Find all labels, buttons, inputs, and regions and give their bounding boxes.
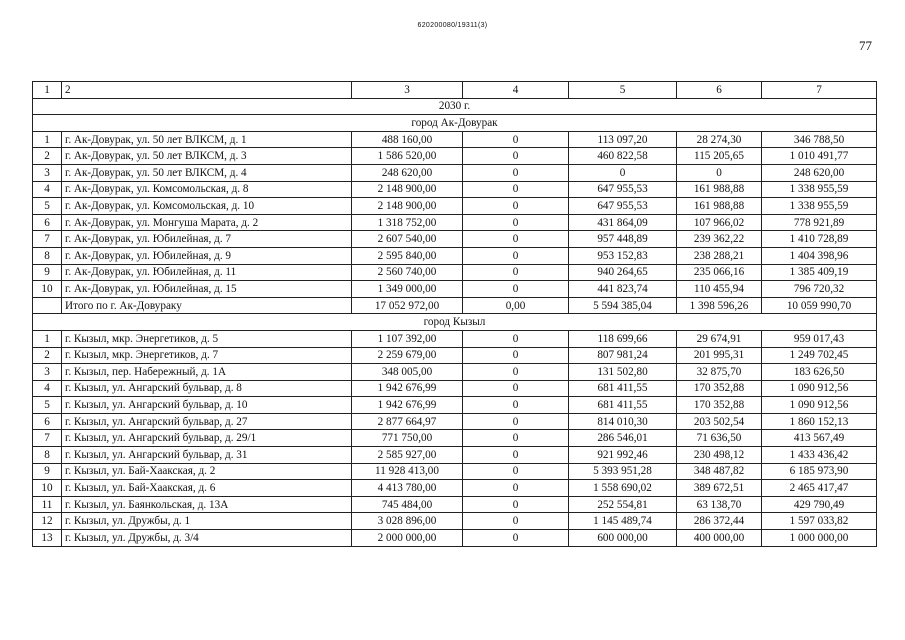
cell-col-6: 201 995,31 xyxy=(677,347,762,364)
cell-col-1: 1 xyxy=(33,330,62,347)
section-title-row xyxy=(33,115,877,132)
cell-col-4: 0 xyxy=(463,364,569,381)
cell-col-4: 0 xyxy=(463,181,569,198)
year-row xyxy=(33,98,877,115)
cell-col-7: 248 620,00 xyxy=(762,164,877,181)
cell-col-2: г. Ак-Довурак, ул. 50 лет ВЛКСМ, д. 3 xyxy=(62,148,352,165)
table-row xyxy=(33,247,877,264)
cell-col-5: 1 145 489,74 xyxy=(569,513,677,530)
cell-col-3: 348 005,00 xyxy=(352,364,463,381)
table-row xyxy=(33,131,877,148)
table-row xyxy=(33,264,877,281)
cell-col-7: 1 385 409,19 xyxy=(762,264,877,281)
cell-col-4: 0 xyxy=(463,231,569,248)
cell-col-6: 239 362,22 xyxy=(677,231,762,248)
cell-col-4: 0 xyxy=(463,131,569,148)
cell-col-2: г. Кызыл, ул. Баянкольская, д. 13А xyxy=(62,496,352,513)
cell-col-6: 28 274,30 xyxy=(677,131,762,148)
cell-col-1: 3 xyxy=(33,364,62,381)
document-code: 620200080/19311(3) xyxy=(417,22,488,29)
cell-col-2: Итого по г. Ак-Довураку xyxy=(62,297,352,314)
cell-col-5: 681 411,55 xyxy=(569,397,677,414)
cell-col-3: 1 942 676,99 xyxy=(352,397,463,414)
cell-col-6: 110 455,94 xyxy=(677,281,762,298)
cell-col-6: 389 672,51 xyxy=(677,480,762,497)
cell-col-4: 0 xyxy=(463,463,569,480)
cell-col-6: 32 875,70 xyxy=(677,364,762,381)
cell-col-5: 921 992,46 xyxy=(569,447,677,464)
cell-col-6: 348 487,82 xyxy=(677,463,762,480)
cell-col-7: 6 185 973,90 xyxy=(762,463,877,480)
table-row xyxy=(33,364,877,381)
cell-col-3: 2 595 840,00 xyxy=(352,247,463,264)
cell-col-2: г. Ак-Довурак, ул. Комсомольская, д. 10 xyxy=(62,198,352,215)
cell-col-5: 957 448,89 xyxy=(569,231,677,248)
cell-col-5: 131 502,80 xyxy=(569,364,677,381)
cell-col-7: 1 338 955,59 xyxy=(762,198,877,215)
cell-col-3: 3 xyxy=(352,82,463,99)
cell-col-7: 346 788,50 xyxy=(762,131,877,148)
cell-col-2: г. Ак-Довурак, ул. Юбилейная, д. 7 xyxy=(62,231,352,248)
cell-col-2: г. Ак-Довурак, ул. 50 лет ВЛКСМ, д. 4 xyxy=(62,164,352,181)
cell-col-1: 5 xyxy=(33,198,62,215)
cell-col-4: 0 xyxy=(463,447,569,464)
cell-col-5: 807 981,24 xyxy=(569,347,677,364)
cell-col-1: 7 xyxy=(33,231,62,248)
section-title-row-label: город Кызыл xyxy=(33,314,877,331)
table-row xyxy=(33,496,877,513)
cell-col-4: 0 xyxy=(463,264,569,281)
cell-col-5: 441 823,74 xyxy=(569,281,677,298)
cell-col-5: 431 864,09 xyxy=(569,214,677,231)
cell-col-2: г. Ак-Довурак, ул. Юбилейная, д. 15 xyxy=(62,281,352,298)
cell-col-4: 0 xyxy=(463,164,569,181)
cell-col-6: 0 xyxy=(677,164,762,181)
cell-col-2: г. Ак-Довурак, ул. Юбилейная, д. 9 xyxy=(62,247,352,264)
cell-col-5: 118 699,66 xyxy=(569,330,677,347)
header-row xyxy=(33,82,877,99)
cell-col-2: г. Кызыл, ул. Бай-Хаакская, д. 6 xyxy=(62,480,352,497)
cell-col-7: 778 921,89 xyxy=(762,214,877,231)
cell-col-3: 2 585 927,00 xyxy=(352,447,463,464)
cell-col-1: 13 xyxy=(33,530,62,547)
cell-col-2: г. Ак-Довурак, ул. Монгуша Марата, д. 2 xyxy=(62,214,352,231)
cell-col-4: 0 xyxy=(463,513,569,530)
cell-col-7: 1 249 702,45 xyxy=(762,347,877,364)
cell-col-3: 2 000 000,00 xyxy=(352,530,463,547)
table-row xyxy=(33,530,877,547)
cell-col-4: 0 xyxy=(463,480,569,497)
cell-col-5: 647 955,53 xyxy=(569,181,677,198)
cell-col-5: 647 955,53 xyxy=(569,198,677,215)
cell-col-6: 235 066,16 xyxy=(677,264,762,281)
cell-col-5: 0 xyxy=(569,164,677,181)
cell-col-6: 238 288,21 xyxy=(677,247,762,264)
cell-col-7: 1 090 912,56 xyxy=(762,397,877,414)
cell-col-3: 11 928 413,00 xyxy=(352,463,463,480)
cell-col-3: 2 259 679,00 xyxy=(352,347,463,364)
cell-col-2: г. Кызыл, ул. Дружбы, д. 3/4 xyxy=(62,530,352,547)
cell-col-3: 771 750,00 xyxy=(352,430,463,447)
cell-col-6: 6 xyxy=(677,82,762,99)
cell-col-4: 0 xyxy=(463,496,569,513)
cell-col-1: 8 xyxy=(33,447,62,464)
table-row xyxy=(33,463,877,480)
cell-col-3: 17 052 972,00 xyxy=(352,297,463,314)
table-row xyxy=(33,430,877,447)
cell-col-1: 11 xyxy=(33,496,62,513)
cell-col-5: 5 xyxy=(569,82,677,99)
cell-col-4: 0 xyxy=(463,281,569,298)
cell-col-3: 3 028 896,00 xyxy=(352,513,463,530)
cell-col-1: 4 xyxy=(33,380,62,397)
cell-col-3: 248 620,00 xyxy=(352,164,463,181)
table-row xyxy=(33,281,877,298)
cell-col-7: 1 000 000,00 xyxy=(762,530,877,547)
cell-col-6: 161 988,88 xyxy=(677,198,762,215)
total-row xyxy=(33,297,877,314)
cell-col-1: 4 xyxy=(33,181,62,198)
cell-col-1: 5 xyxy=(33,397,62,414)
cell-col-1: 10 xyxy=(33,480,62,497)
page-number: 77 xyxy=(859,38,872,53)
cell-col-1: 1 xyxy=(33,131,62,148)
cell-col-2: г. Кызыл, ул. Ангарский бульвар, д. 27 xyxy=(62,413,352,430)
cell-col-5: 940 264,65 xyxy=(569,264,677,281)
cell-col-1 xyxy=(33,297,62,314)
cell-col-6: 230 498,12 xyxy=(677,447,762,464)
cell-col-1: 7 xyxy=(33,430,62,447)
cell-col-5: 460 822,58 xyxy=(569,148,677,165)
table-row xyxy=(33,397,877,414)
table-row xyxy=(33,347,877,364)
cell-col-3: 1 318 752,00 xyxy=(352,214,463,231)
cell-col-4: 0 xyxy=(463,530,569,547)
cell-col-2: г. Кызыл, мкр. Энергетиков, д. 5 xyxy=(62,330,352,347)
cell-col-7: 429 790,49 xyxy=(762,496,877,513)
table-body xyxy=(33,82,877,547)
cell-col-3: 2 877 664,97 xyxy=(352,413,463,430)
cell-col-7: 183 626,50 xyxy=(762,364,877,381)
cell-col-3: 488 160,00 xyxy=(352,131,463,148)
cell-col-4: 0 xyxy=(463,198,569,215)
cell-col-6: 161 988,88 xyxy=(677,181,762,198)
cell-col-2: г. Кызыл, ул. Ангарский бульвар, д. 31 xyxy=(62,447,352,464)
section-title-row xyxy=(33,314,877,331)
cell-col-1: 10 xyxy=(33,281,62,298)
cell-col-7: 1 404 398,96 xyxy=(762,247,877,264)
cell-col-6: 1 398 596,26 xyxy=(677,297,762,314)
cell-col-1: 1 xyxy=(33,82,62,99)
table-row xyxy=(33,231,877,248)
cell-col-6: 170 352,88 xyxy=(677,397,762,414)
cell-col-4: 0 xyxy=(463,397,569,414)
table-row xyxy=(33,447,877,464)
cell-col-1: 3 xyxy=(33,164,62,181)
year-row-label: 2030 г. xyxy=(33,98,877,115)
cell-col-6: 107 966,02 xyxy=(677,214,762,231)
cell-col-7: 1 410 728,89 xyxy=(762,231,877,248)
cell-col-7: 7 xyxy=(762,82,877,99)
cell-col-3: 745 484,00 xyxy=(352,496,463,513)
cell-col-6: 71 636,50 xyxy=(677,430,762,447)
cell-col-3: 2 607 540,00 xyxy=(352,231,463,248)
cell-col-5: 5 594 385,04 xyxy=(569,297,677,314)
cell-col-1: 8 xyxy=(33,247,62,264)
cell-col-1: 2 xyxy=(33,347,62,364)
table-row xyxy=(33,413,877,430)
cell-col-3: 2 560 740,00 xyxy=(352,264,463,281)
cell-col-5: 286 546,01 xyxy=(569,430,677,447)
cell-col-7: 796 720,32 xyxy=(762,281,877,298)
cell-col-4: 4 xyxy=(463,82,569,99)
cell-col-4: 0 xyxy=(463,214,569,231)
cell-col-3: 1 349 000,00 xyxy=(352,281,463,298)
cell-col-7: 1 010 491,77 xyxy=(762,148,877,165)
cell-col-5: 252 554,81 xyxy=(569,496,677,513)
cell-col-1: 12 xyxy=(33,513,62,530)
cell-col-4: 0 xyxy=(463,380,569,397)
table-row xyxy=(33,480,877,497)
cell-col-7: 1 433 436,42 xyxy=(762,447,877,464)
cell-col-4: 0 xyxy=(463,247,569,264)
cell-col-1: 2 xyxy=(33,148,62,165)
table-row xyxy=(33,330,877,347)
section-title-row-label: город Ак-Довурак xyxy=(33,115,877,132)
table-row xyxy=(33,214,877,231)
cell-col-7: 413 567,49 xyxy=(762,430,877,447)
cell-col-5: 1 558 690,02 xyxy=(569,480,677,497)
cell-col-7: 2 465 417,47 xyxy=(762,480,877,497)
cell-col-2: г. Ак-Довурак, ул. Комсомольская, д. 8 xyxy=(62,181,352,198)
cell-col-5: 681 411,55 xyxy=(569,380,677,397)
cell-col-2: г. Ак-Довурак, ул. 50 лет ВЛКСМ, д. 1 xyxy=(62,131,352,148)
cell-col-2: г. Кызыл, ул. Дружбы, д. 1 xyxy=(62,513,352,530)
cell-col-6: 170 352,88 xyxy=(677,380,762,397)
cell-col-3: 2 148 900,00 xyxy=(352,198,463,215)
cell-col-4: 0,00 xyxy=(463,297,569,314)
cell-col-5: 953 152,83 xyxy=(569,247,677,264)
cell-col-5: 814 010,30 xyxy=(569,413,677,430)
cell-col-7: 1 860 152,13 xyxy=(762,413,877,430)
cell-col-6: 63 138,70 xyxy=(677,496,762,513)
cell-col-7: 1 338 955,59 xyxy=(762,181,877,198)
table-row xyxy=(33,380,877,397)
cell-col-3: 1 586 520,00 xyxy=(352,148,463,165)
cell-col-2: г. Кызыл, ул. Ангарский бульвар, д. 10 xyxy=(62,397,352,414)
cell-col-4: 0 xyxy=(463,430,569,447)
cell-col-6: 203 502,54 xyxy=(677,413,762,430)
cell-col-4: 0 xyxy=(463,330,569,347)
cell-col-2: г. Ак-Довурак, ул. Юбилейная, д. 11 xyxy=(62,264,352,281)
cell-col-2: г. Кызыл, ул. Бай-Хаакская, д. 2 xyxy=(62,463,352,480)
cell-col-4: 0 xyxy=(463,148,569,165)
cell-col-5: 5 393 951,28 xyxy=(569,463,677,480)
cell-col-2: г. Кызыл, пер. Набережный, д. 1А xyxy=(62,364,352,381)
cell-col-4: 0 xyxy=(463,413,569,430)
cell-col-5: 600 000,00 xyxy=(569,530,677,547)
cell-col-1: 6 xyxy=(33,413,62,430)
cell-col-7: 959 017,43 xyxy=(762,330,877,347)
cell-col-2: г. Кызыл, ул. Ангарский бульвар, д. 8 xyxy=(62,380,352,397)
cell-col-6: 115 205,65 xyxy=(677,148,762,165)
cell-col-4: 0 xyxy=(463,347,569,364)
cell-col-2: г. Кызыл, мкр. Энергетиков, д. 7 xyxy=(62,347,352,364)
cell-col-7: 10 059 990,70 xyxy=(762,297,877,314)
cell-col-6: 29 674,91 xyxy=(677,330,762,347)
cell-col-3: 4 413 780,00 xyxy=(352,480,463,497)
table-row xyxy=(33,198,877,215)
cell-col-1: 9 xyxy=(33,463,62,480)
table-row xyxy=(33,513,877,530)
table-row xyxy=(33,164,877,181)
cell-col-7: 1 090 912,56 xyxy=(762,380,877,397)
cell-col-1: 9 xyxy=(33,264,62,281)
cell-col-6: 286 372,44 xyxy=(677,513,762,530)
table-row xyxy=(33,148,877,165)
table-row xyxy=(33,181,877,198)
cell-col-2: г. Кызыл, ул. Ангарский бульвар, д. 29/1 xyxy=(62,430,352,447)
cell-col-5: 113 097,20 xyxy=(569,131,677,148)
cell-col-3: 1 107 392,00 xyxy=(352,330,463,347)
cell-col-2: 2 xyxy=(62,82,352,99)
cell-col-6: 400 000,00 xyxy=(677,530,762,547)
cell-col-3: 1 942 676,99 xyxy=(352,380,463,397)
cell-col-7: 1 597 033,82 xyxy=(762,513,877,530)
cell-col-1: 6 xyxy=(33,214,62,231)
cell-col-3: 2 148 900,00 xyxy=(352,181,463,198)
data-table xyxy=(32,81,877,547)
